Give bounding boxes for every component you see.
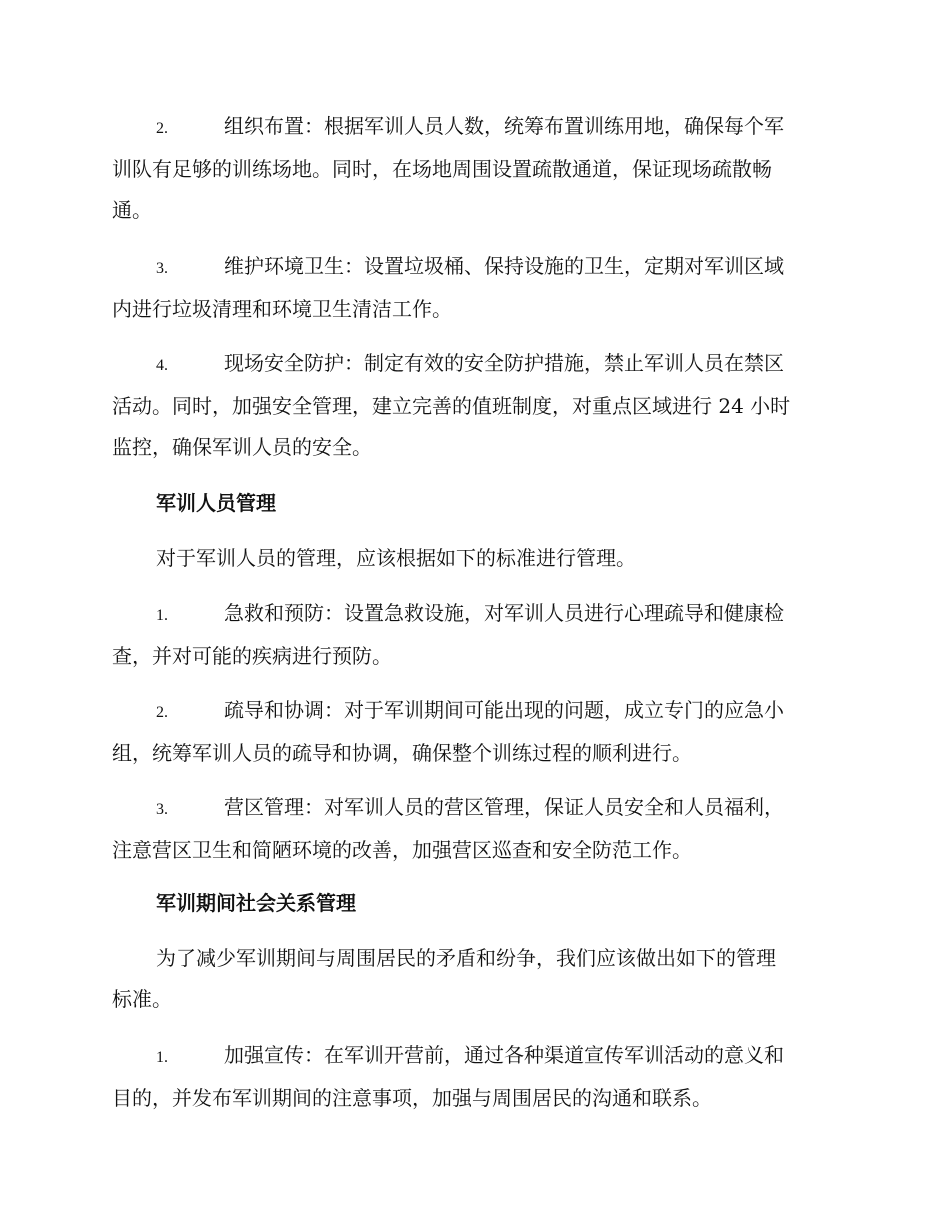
list-item-text: 疏导和协调：对于军训期间可能出现的问题，成立专门的应急小 — [224, 698, 784, 722]
list-item-first-line — [112, 593, 834, 636]
list-item — [112, 246, 834, 330]
list-item-first-line — [112, 106, 834, 149]
list-item-text: 通。 — [112, 198, 152, 222]
list-item — [112, 343, 834, 468]
list-item-text: 加强宣传：在军训开营前，通过各种渠道宣传军训活动的意义和 — [224, 1043, 784, 1067]
list-item-text: 急救和预防：设置急救设施，对军训人员进行心理疏导和健康检 — [224, 601, 784, 625]
list-item-text: 维护环境卫生：设置垃圾桶、保持设施的卫生，定期对军训区域 — [224, 254, 784, 278]
list-item — [112, 690, 834, 774]
paragraph — [112, 538, 834, 579]
paragraph-text: 对于军训人员的管理，应该根据如下的标准进行管理。 — [156, 546, 636, 570]
list-item-first-line — [112, 690, 834, 733]
list-item-text: 查，并对可能的疾病进行预防。 — [112, 644, 392, 668]
list-item-number: 2. — [156, 704, 168, 721]
list-item-text: 活动。同时，加强安全管理，建立完善的值班制度，对重点区域进行 24 小时 — [112, 394, 791, 418]
list-item-number: 2. — [156, 120, 168, 137]
list-item-number: 4. — [156, 357, 168, 374]
section-heading: 军训期间社会关系管理 — [156, 891, 356, 915]
list-item-number: 1. — [156, 1049, 168, 1066]
list-item-number: 1. — [156, 607, 168, 624]
list-item — [112, 787, 834, 871]
list-item-first-line — [112, 343, 834, 386]
list-item — [112, 106, 834, 231]
list-item-text: 注意营区卫生和简陋环境的改善，加强营区巡查和安全防范工作。 — [112, 838, 692, 862]
list-item-text: 目的，并发布军训期间的注意事项，加强与周围居民的沟通和联系。 — [112, 1086, 712, 1110]
list-item-text: 组织布置：根据军训人员人数，统筹布置训练用地，确保每个军 — [224, 114, 784, 138]
list-item-first-line — [112, 787, 834, 830]
list-item-text: 内进行垃圾清理和环境卫生清洁工作。 — [112, 297, 452, 321]
list-item-text: 营区管理：对军训人员的营区管理，保证人员安全和人员福利， — [224, 795, 784, 819]
list-item-first-line — [112, 246, 834, 289]
paragraph — [112, 938, 834, 1020]
list-item-text: 训队有足够的训练场地。同时，在场地周围设置疏散通道，保证现场疏散畅 — [112, 157, 772, 181]
paragraph-text: 为了减少军训期间与周围居民的矛盾和纷争，我们应该做出如下的管理 — [156, 946, 776, 970]
list-item-text: 组，统筹军训人员的疏导和协调，确保整个训练过程的顺利进行。 — [112, 741, 692, 765]
list-item-text: 现场安全防护：制定有效的安全防护措施，禁止军训人员在禁区 — [224, 351, 784, 375]
list-item-number: 3. — [156, 260, 168, 277]
list-item-text: 监控，确保军训人员的安全。 — [112, 435, 372, 459]
paragraph-text: 标准。 — [112, 987, 172, 1011]
list-item — [112, 593, 834, 677]
list-item-first-line — [112, 1035, 834, 1078]
list-item — [112, 1035, 834, 1119]
list-item-number: 3. — [156, 801, 168, 818]
section-heading: 军训人员管理 — [156, 491, 276, 515]
